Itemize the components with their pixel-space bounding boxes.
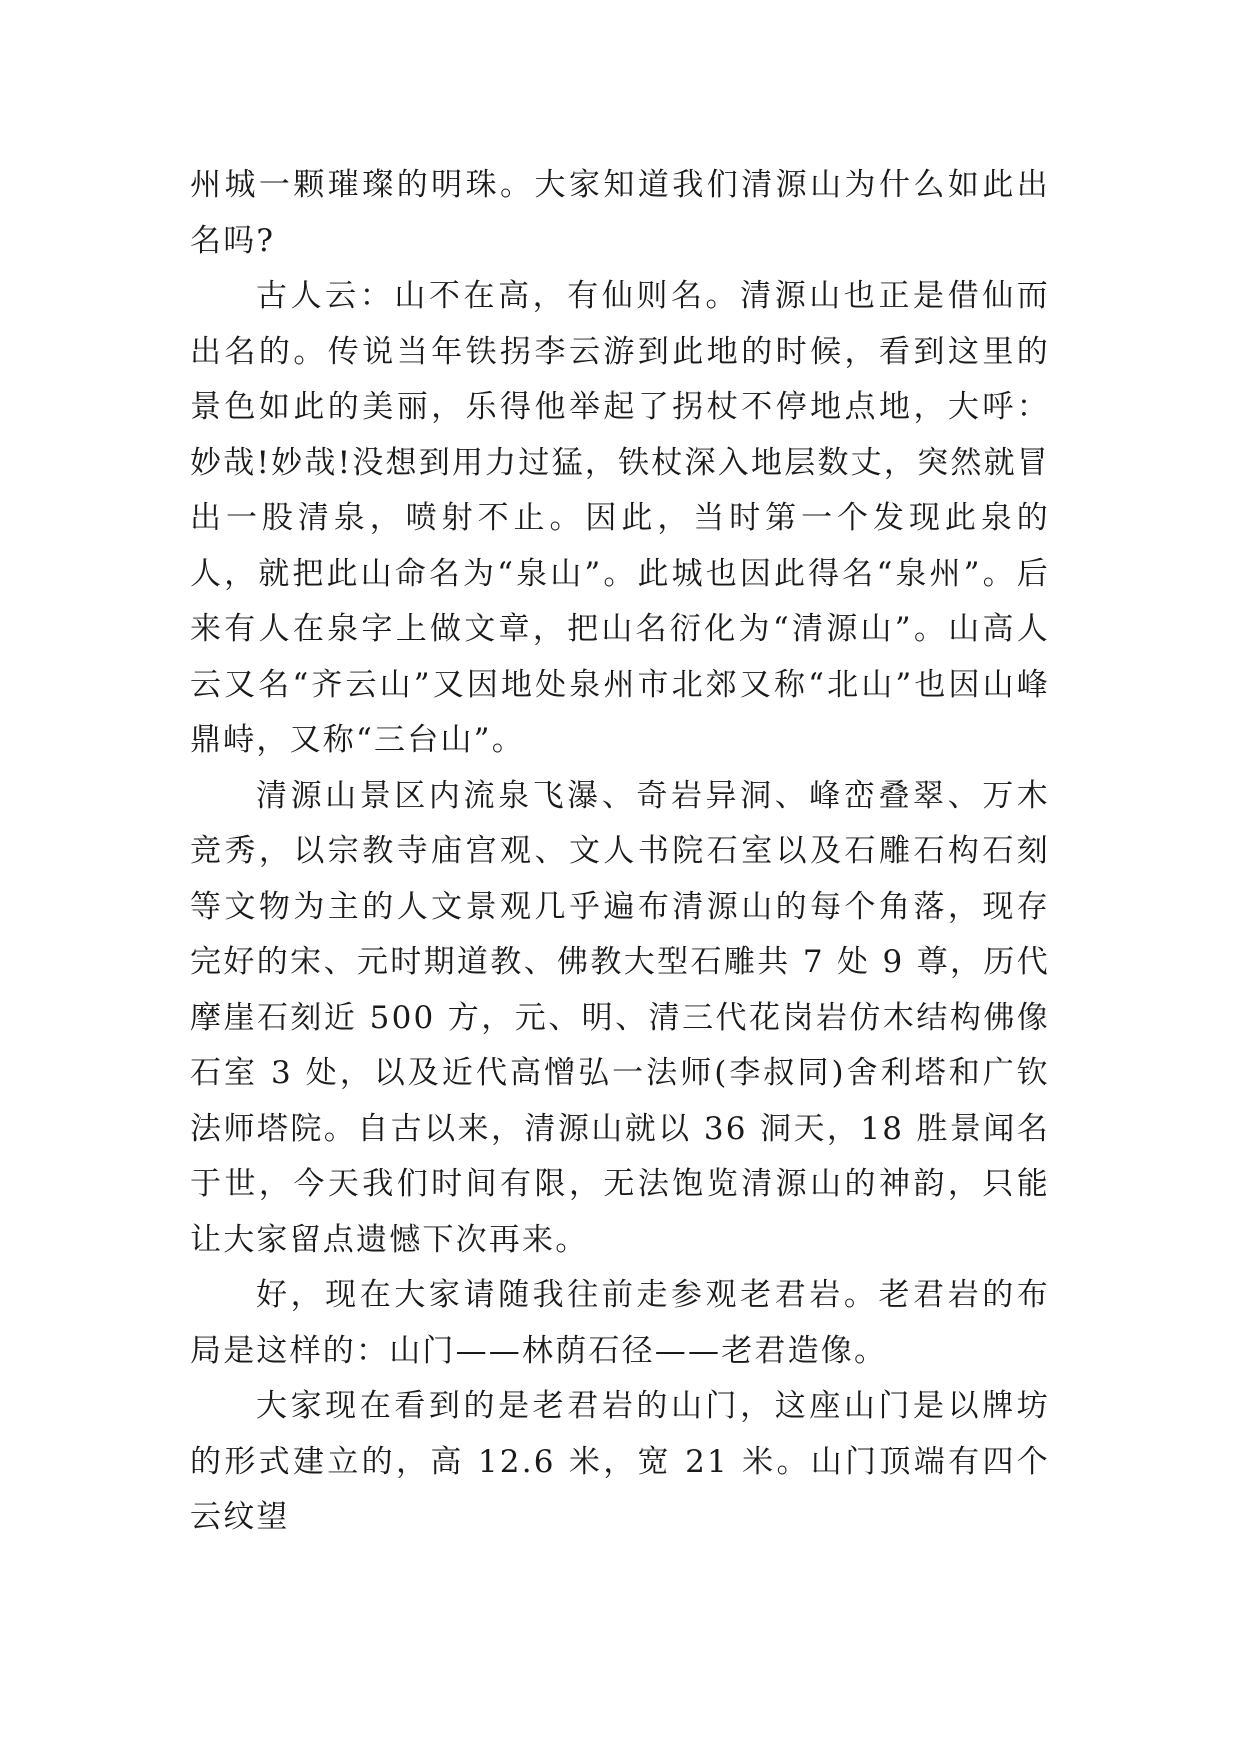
paragraph-5: 大家现在看到的是老君岩的山门，这座山门是以牌坊的形式建立的，高 12.6 米，宽 21 米。山门顶端有四个云纹望 <box>190 1388 1050 1535</box>
paragraph-3: 清源山景区内流泉飞瀑、奇岩异洞、峰峦叠翠、万木竞秀，以宗教寺庙宫观、文人书院石室以及石雕石构石刻等文物为主的人文景观几乎遍布清源山的每个角落，现存完好的宋、元时期道教、佛教大型石雕共 7 处 9 尊，历代摩崖石刻近 500 方，元、明、清三代花岗岩仿木结构佛像石室 3 处，以及近代高憎弘一法师(李叔同)舍利塔和广钦法师塔院。自古以来，清源山就以 36 洞天，18 胜景闻名于世，今天我们时间有限，无法饱览清源山的神韵，只能让大家留点遗憾下次再来。 <box>190 777 1050 1258</box>
paragraph-4: 好，现在大家请随我往前走参观老君岩。老君岩的布局是这样的：山门——林荫石径——老君造像。 <box>190 1277 1050 1369</box>
paragraph-1: 州城一颗璀璨的明珠。大家知道我们清源山为什么如此出名吗? <box>190 167 1050 259</box>
body-text <box>190 158 1050 1546</box>
paragraph-2: 古人云：山不在高，有仙则名。清源山也正是借仙而出名的。传说当年铁拐李云游到此地的时候，看到这里的景色如此的美丽，乐得他举起了拐杖不停地点地，大呼：妙哉!妙哉!没想到用力过猛，铁杖深入地层数丈，突然就冒出一股清泉，喷射不止。因此，当时第一个发现此泉的人，就把此山命名为“泉山”。此城也因此得名“泉州”。后来有人在泉字上做文章，把山名衍化为“清源山”。山高人云又名“齐云山”又因地处泉州市北郊又称“北山”也因山峰鼎峙，又称“三台山”。 <box>190 278 1050 758</box>
